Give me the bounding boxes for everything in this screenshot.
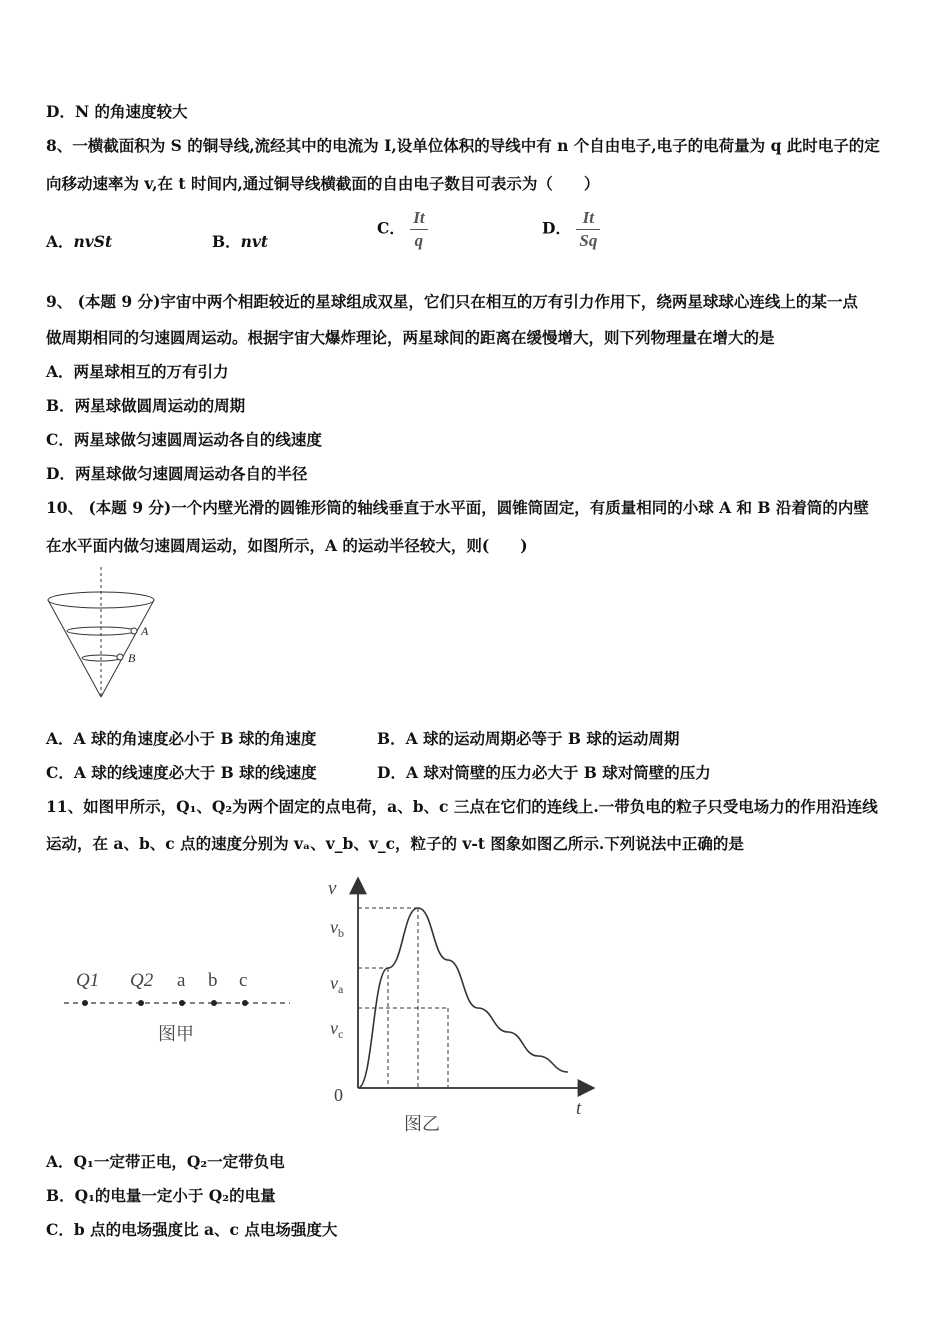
ball-a-label: A xyxy=(141,624,149,638)
point-q2 xyxy=(138,1000,144,1006)
point-b xyxy=(211,1000,217,1006)
q8-option-a xyxy=(46,231,112,253)
point-q1 xyxy=(82,1000,88,1006)
point-c xyxy=(242,1000,248,1006)
q10-option-c: C．A 球的线速度必大于 B 球的线速度 xyxy=(46,763,317,782)
label-q1-letter: Q1 xyxy=(76,970,100,991)
q8-option-c xyxy=(377,207,428,252)
tick-label-vc-sub: c xyxy=(338,1027,344,1041)
q8-option-c-fraction xyxy=(410,207,427,252)
q8-option-d-denominator: Sq xyxy=(579,231,598,250)
q8-option-d-fraction xyxy=(576,207,600,252)
q8-option-a-label: A． xyxy=(46,232,74,251)
figure-jia xyxy=(60,960,295,1050)
point-a xyxy=(179,1000,185,1006)
q11-stem-line1: 11、如图甲所示，Q₁、Q₂为两个固定的点电荷，a、b、c 三点在它们的连线上.一带负电的粒子只受电场力的作用沿连线 xyxy=(46,797,878,816)
q8-option-c-numerator: It xyxy=(410,207,427,230)
origin-label: 0 xyxy=(334,1085,343,1105)
q8-option-a-value: nvSt xyxy=(73,232,113,251)
cone-left-wall xyxy=(48,600,101,697)
q9-stem-line1: 9、 (本题 9 分)宇宙中两个相距较近的星球组成双星，它们只在相互的万有引力作用下，绕两星球球心连线上的某一点 xyxy=(46,292,858,311)
label-q2-letter: Q2 xyxy=(130,970,154,991)
label-q1 xyxy=(76,970,99,991)
q8-option-c-denominator: q xyxy=(414,231,424,250)
cone-figure xyxy=(40,565,170,705)
q11-stem-line2: 运动，在 a、b、c 点的速度分别为 vₐ、v_b、v_c，粒子的 v-t 图象如图乙所示.下列说法中正确的是 xyxy=(46,834,744,853)
q9-option-c: C．两星球做匀速圆周运动各自的线速度 xyxy=(46,430,322,449)
ball-b-label: B xyxy=(128,651,136,665)
ball-b xyxy=(117,654,123,660)
tick-label-vc: $v_c$ xyxy=(330,1018,344,1041)
q9-option-b: B．两星球做圆周运动的周期 xyxy=(46,396,246,415)
label-b: b xyxy=(208,970,218,991)
tick-label-va-sub: a xyxy=(338,982,344,996)
q9-stem-line2: 做周期相同的匀速圆周运动。根据宇宙大爆炸理论，两星球间的距离在缓慢增大，则下列物理量在增大的是 xyxy=(46,328,775,347)
cone-right-wall xyxy=(101,600,154,697)
q11-option-a: A．Q₁一定带正电，Q₂一定带负电 xyxy=(46,1152,285,1171)
q8-option-d xyxy=(542,207,600,252)
q10-option-d: D．A 球对筒壁的压力必大于 B 球对筒壁的压力 xyxy=(377,763,711,782)
tick-label-vb: $v_b$ xyxy=(330,917,344,940)
q8-option-b-label: B． xyxy=(212,232,241,251)
q8-stem-line1: 8、一横截面积为 S 的铜导线,流经其中的电流为 I,设单位体积的导线中有 n 个自由电子,电子的电荷量为 q 此时电子的定 xyxy=(46,136,880,155)
q8-option-d-numerator: It xyxy=(576,207,600,230)
label-q2 xyxy=(130,970,154,991)
q8-option-b xyxy=(212,231,268,253)
tick-label-va: $v_a$ xyxy=(330,973,344,996)
figure-yi-vt-chart xyxy=(322,872,602,1137)
q8-stem-line2: 向移动速率为 v,在 t 时间内,通过铜导线横截面的自由电子数目可表示为（ ） xyxy=(46,174,600,193)
q9-option-d: D．两星球做匀速圆周运动各自的半径 xyxy=(46,464,308,483)
q10-stem-line2: 在水平面内做匀速圆周运动，如图所示，A 的运动半径较大，则( ) xyxy=(46,536,528,555)
q8-option-b-value: nvt xyxy=(240,232,269,251)
ball-a xyxy=(131,628,137,634)
tick-label-vb-sub: b xyxy=(338,926,344,940)
caption-jia: 图甲 xyxy=(158,1024,194,1044)
q7-option-d: D．N 的角速度较大 xyxy=(46,102,188,121)
q11-option-b: B．Q₁的电量一定小于 Q₂的电量 xyxy=(46,1186,276,1205)
y-axis-label: v xyxy=(328,878,337,899)
vt-curve xyxy=(358,908,568,1088)
q8-option-c-label: C． xyxy=(377,218,405,238)
x-axis-label: t xyxy=(576,1098,582,1119)
q10-option-b: B．A 球的运动周期必等于 B 球的运动周期 xyxy=(377,729,680,748)
label-a: a xyxy=(177,970,186,991)
q11-option-c: C．b 点的电场强度比 a、c 点电场强度大 xyxy=(46,1220,338,1239)
label-c: c xyxy=(239,970,248,991)
q8-option-d-label: D． xyxy=(542,218,571,238)
q10-stem-line1: 10、 (本题 9 分)一个内壁光滑的圆锥形筒的轴线垂直于水平面，圆锥筒固定，有质量相同的小球 A 和 B 沿着筒的内壁 xyxy=(46,498,869,517)
q9-option-a: A．两星球相互的万有引力 xyxy=(46,362,229,381)
q10-option-a: A．A 球的角速度必小于 B 球的角速度 xyxy=(46,729,317,748)
caption-yi: 图乙 xyxy=(404,1114,440,1134)
